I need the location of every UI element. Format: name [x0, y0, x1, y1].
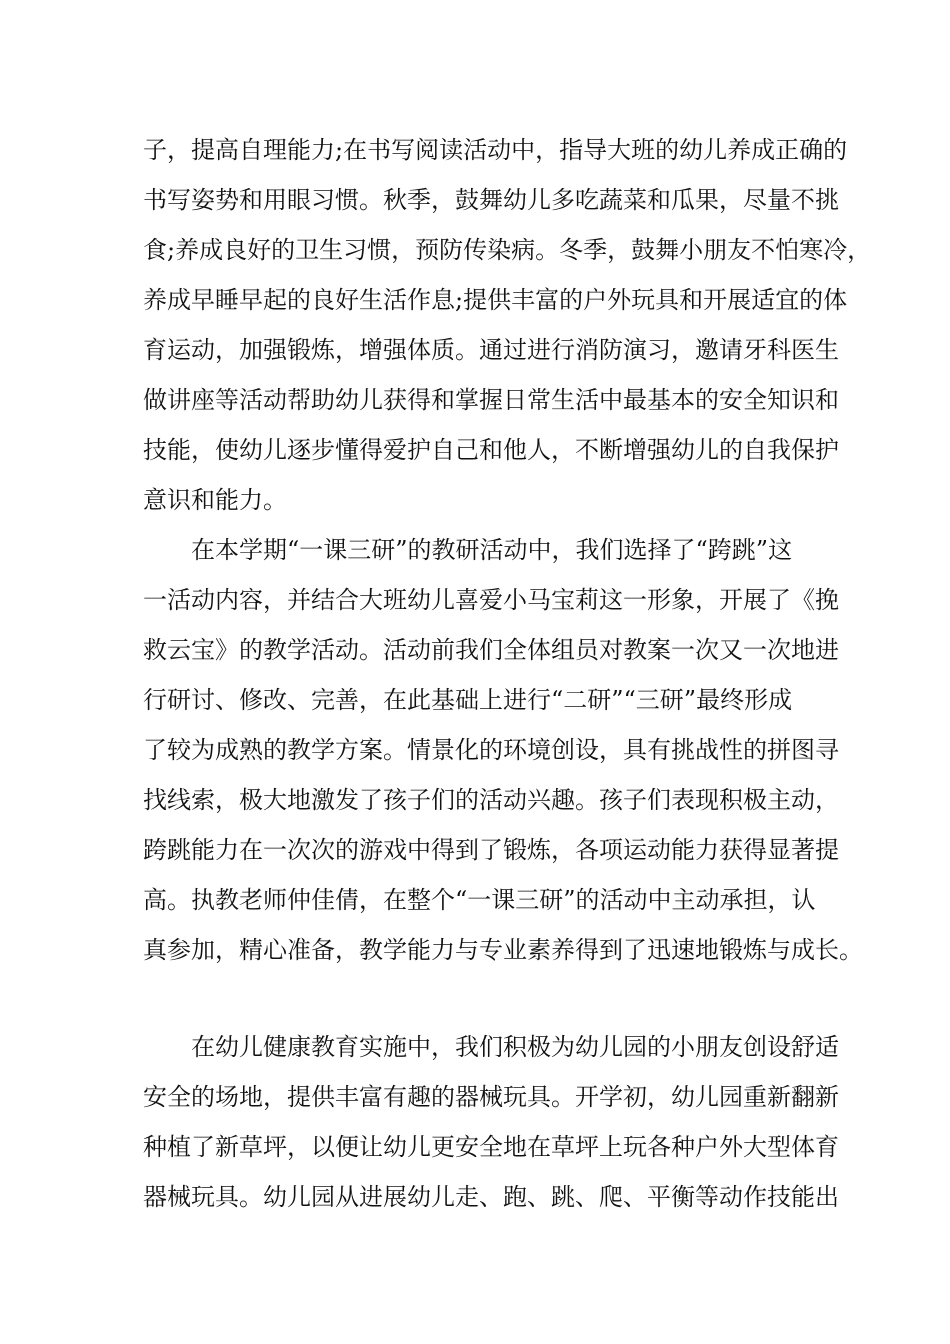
- paragraph-2-line-6: 找线索，极大地激发了孩子们的活动兴趣。孩子们表现积极主动，: [143, 786, 839, 814]
- paragraph-1-line-7: 技能，使幼儿逐步懂得爱护自己和他人，不断增强幼儿的自我保护: [143, 436, 839, 464]
- paragraph-1-line-2: 书写姿势和用眼习惯。秋季，鼓舞幼儿多吃蔬菜和瓜果，尽量不挑: [143, 186, 839, 214]
- paragraph-2-line-5: 了较为成熟的教学方案。情景化的环境创设，具有挑战性的拼图寻: [143, 736, 839, 764]
- paragraph-3-line-4: 器械玩具。幼儿园从进展幼儿走、跑、跳、爬、平衡等动作技能出: [143, 1183, 839, 1211]
- paragraph-2-line-8: 高。执教老师仲佳倩，在整个“一课三研”的活动中主动承担，认: [143, 886, 816, 914]
- paragraph-1-line-3: 食;养成良好的卫生习惯，预防传染病。冬季，鼓舞小朋友不怕寒冷，: [143, 236, 872, 264]
- paragraph-3-line-3: 种植了新草坪，以便让幼儿更安全地在草坪上玩各种户外大型体育: [143, 1133, 839, 1161]
- paragraph-1-line-5: 育运动，加强锻炼，增强体质。通过进行消防演习，邀请牙科医生: [143, 336, 839, 364]
- paragraph-3-line-2: 安全的场地，提供丰富有趣的器械玩具。开学初，幼儿园重新翻新: [143, 1083, 839, 1111]
- paragraph-1-line-1: 子，提高自理能力;在书写阅读活动中，指导大班的幼儿养成正确的: [143, 136, 848, 164]
- paragraph-1-line-6: 做讲座等活动帮助幼儿获得和掌握日常生活中最基本的安全知识和: [143, 386, 839, 414]
- paragraph-2-line-4: 行研讨、修改、完善，在此基础上进行“二研”“三研”最终形成: [143, 686, 793, 714]
- paragraph-1-line-4: 养成早睡早起的良好生活作息;提供丰富的户外玩具和开展适宜的体: [143, 286, 848, 314]
- paragraph-2-line-7: 跨跳能力在一次次的游戏中得到了锻炼，各项运动能力获得显著提: [143, 836, 839, 864]
- paragraph-2-line-9: 真参加，精心准备，教学能力与专业素养得到了迅速地锻炼与成长。: [143, 936, 863, 964]
- paragraph-3-line-1: 在幼儿健康教育实施中，我们积极为幼儿园的小朋友创设舒适: [191, 1033, 839, 1061]
- paragraph-2-line-2: 一活动内容，并结合大班幼儿喜爱小马宝莉这一形象，开展了《挽: [143, 586, 839, 614]
- paragraph-1-line-8: 意识和能力。: [143, 486, 287, 514]
- paragraph-2-line-3: 救云宝》的教学活动。活动前我们全体组员对教案一次又一次地进: [143, 636, 839, 664]
- paragraph-2-line-1: 在本学期“一课三研”的教研活动中，我们选择了“跨跳”这: [191, 536, 793, 564]
